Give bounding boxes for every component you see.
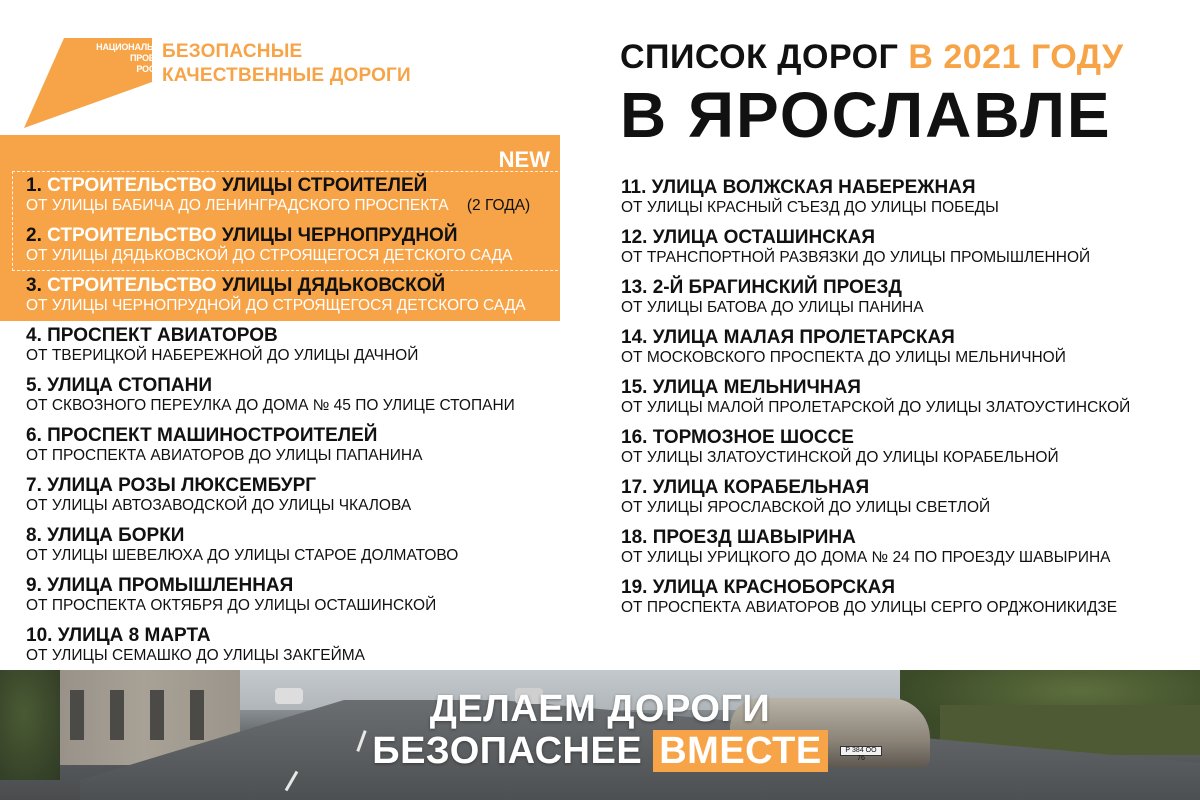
road-item-13: 13. 2-Й БРАГИНСКИЙ ПРОЕЗД ОТ УЛИЦЫ БАТОВА ДО УЛИЦЫ ПАНИНА <box>621 277 924 316</box>
road-item-2: 2. СТРОИТЕЛЬСТВО УЛИЦЫ ЧЕРНОПРУДНОЙ ОТ УЛИЦЫ ДЯДЬКОВСКОЙ ДО СТРОЯЩЕГОСЯ ДЕТСКОГО САДА <box>26 225 513 264</box>
road-item-7: 7. УЛИЦА РОЗЫ ЛЮКСЕМБУРГ ОТ УЛИЦЫ АВТОЗАВОДСКОЙ ДО УЛИЦЫ ЧКАЛОВА <box>26 475 412 514</box>
road-item-12: 12. УЛИЦА ОСТАШИНСКАЯ ОТ ТРАНСПОРТНОЙ РАЗВЯЗКИ ДО УЛИЦЫ ПРОМЫШЛЕННОЙ <box>621 227 1091 266</box>
page-title <box>620 36 1180 150</box>
road-item-10: 10. УЛИЦА 8 МАРТА ОТ УЛИЦЫ СЕМАШКО ДО УЛИЦЫ ЗАКГЕЙМА <box>26 625 366 664</box>
title-line-1: СПИСОК ДОРОГ В 2021 ГОДУ <box>620 38 1124 76</box>
road-item-14: 14. УЛИЦА МАЛАЯ ПРОЛЕТАРСКАЯ ОТ МОСКОВСКОГО ПРОСПЕКТА ДО УЛИЦЫ МЕЛЬНИЧНОЙ <box>621 327 1066 366</box>
road-item-6: 6. ПРОСПЕКТ МАШИНОСТРОИТЕЛЕЙ ОТ ПРОСПЕКТА АВИАТОРОВ ДО УЛИЦЫ ПАПАНИНА <box>26 425 423 464</box>
logo-small-text: НАЦИОНАЛЬНЫЕ ПРОЕКТЫ РОССИИ <box>96 42 174 74</box>
road-item-15: 15. УЛИЦА МЕЛЬНИЧНАЯ ОТ УЛИЦЫ МАЛОЙ ПРОЛЕТАРСКОЙ ДО УЛИЦЫ ЗЛАТОУСТИНСКОЙ <box>621 377 1131 416</box>
license-plate: Р 384 ОО 76 <box>840 746 882 756</box>
road-item-3: 3. СТРОИТЕЛЬСТВО УЛИЦЫ ДЯДЬКОВСКОЙ ОТ УЛИЦЫ ЧЕРНОПРУДНОЙ ДО СТРОЯЩЕГОСЯ ДЕТСКОГО САДА <box>26 275 526 314</box>
new-badge: NEW <box>498 147 550 172</box>
national-projects-logo <box>24 38 464 130</box>
slogan-highlight: ВМЕСТЕ <box>653 730 828 772</box>
road-item-1: 1. СТРОИТЕЛЬСТВО УЛИЦЫ СТРОИТЕЛЕЙ ОТ УЛИЦЫ БАБИЧА ДО ЛЕНИНГРАДСКОГО ПРОСПЕКТА (2 ГОДА) <box>26 175 531 214</box>
road-item-17: 17. УЛИЦА КОРАБЕЛЬНАЯ ОТ УЛИЦЫ ЯРОСЛАВСКОЙ ДО УЛИЦЫ СВЕТЛОЙ <box>621 477 991 516</box>
road-item-9: 9. УЛИЦА ПРОМЫШЛЕННАЯ ОТ ПРОСПЕКТА ОКТЯБРЯ ДО УЛИЦЫ ОСТАШИНСКОЙ <box>26 575 437 614</box>
road-item-11: 11. УЛИЦА ВОЛЖСКАЯ НАБЕРЕЖНАЯ ОТ УЛИЦЫ КРАСНЫЙ СЪЕЗД ДО УЛИЦЫ ПОБЕДЫ <box>621 177 999 216</box>
slogan: ДЕЛАЕМ ДОРОГИ БЕЗОПАСНЕЕ ВМЕСТЕ <box>0 690 1200 770</box>
logo-title: БЕЗОПАСНЫЕ КАЧЕСТВЕННЫЕ ДОРОГИ <box>162 41 411 86</box>
road-item-4: 4. ПРОСПЕКТ АВИАТОРОВ ОТ ТВЕРИЦКОЙ НАБЕРЕЖНОЙ ДО УЛИЦЫ ДАЧНОЙ <box>26 325 419 364</box>
road-item-19: 19. УЛИЦА КРАСНОБОРСКАЯ ОТ ПРОСПЕКТА АВИАТОРОВ ДО УЛИЦЫ СЕРГО ОРДЖОНИКИДЗЕ <box>621 577 1118 616</box>
road-item-18: 18. ПРОЕЗД ШАВЫРИНА ОТ УЛИЦЫ УРИЦКОГО ДО ДОМА № 24 ПО ПРОЕЗДУ ШАВЫРИНА <box>621 527 1111 566</box>
road-item-8: 8. УЛИЦА БОРКИ ОТ УЛИЦЫ ШЕВЕЛЮХА ДО УЛИЦЫ СТАРОЕ ДОЛМАТОВО <box>26 525 459 564</box>
title-line-2: В ЯРОСЛАВЛЕ <box>620 79 1112 151</box>
road-item-16: 16. ТОРМОЗНОЕ ШОССЕ ОТ УЛИЦЫ ЗЛАТОУСТИНСКОЙ ДО УЛИЦЫ КОРАБЕЛЬНОЙ <box>621 427 1059 466</box>
road-item-5: 5. УЛИЦА СТОПАНИ ОТ СКВОЗНОГО ПЕРЕУЛКА ДО ДОМА № 45 ПО УЛИЦЕ СТОПАНИ <box>26 375 515 414</box>
